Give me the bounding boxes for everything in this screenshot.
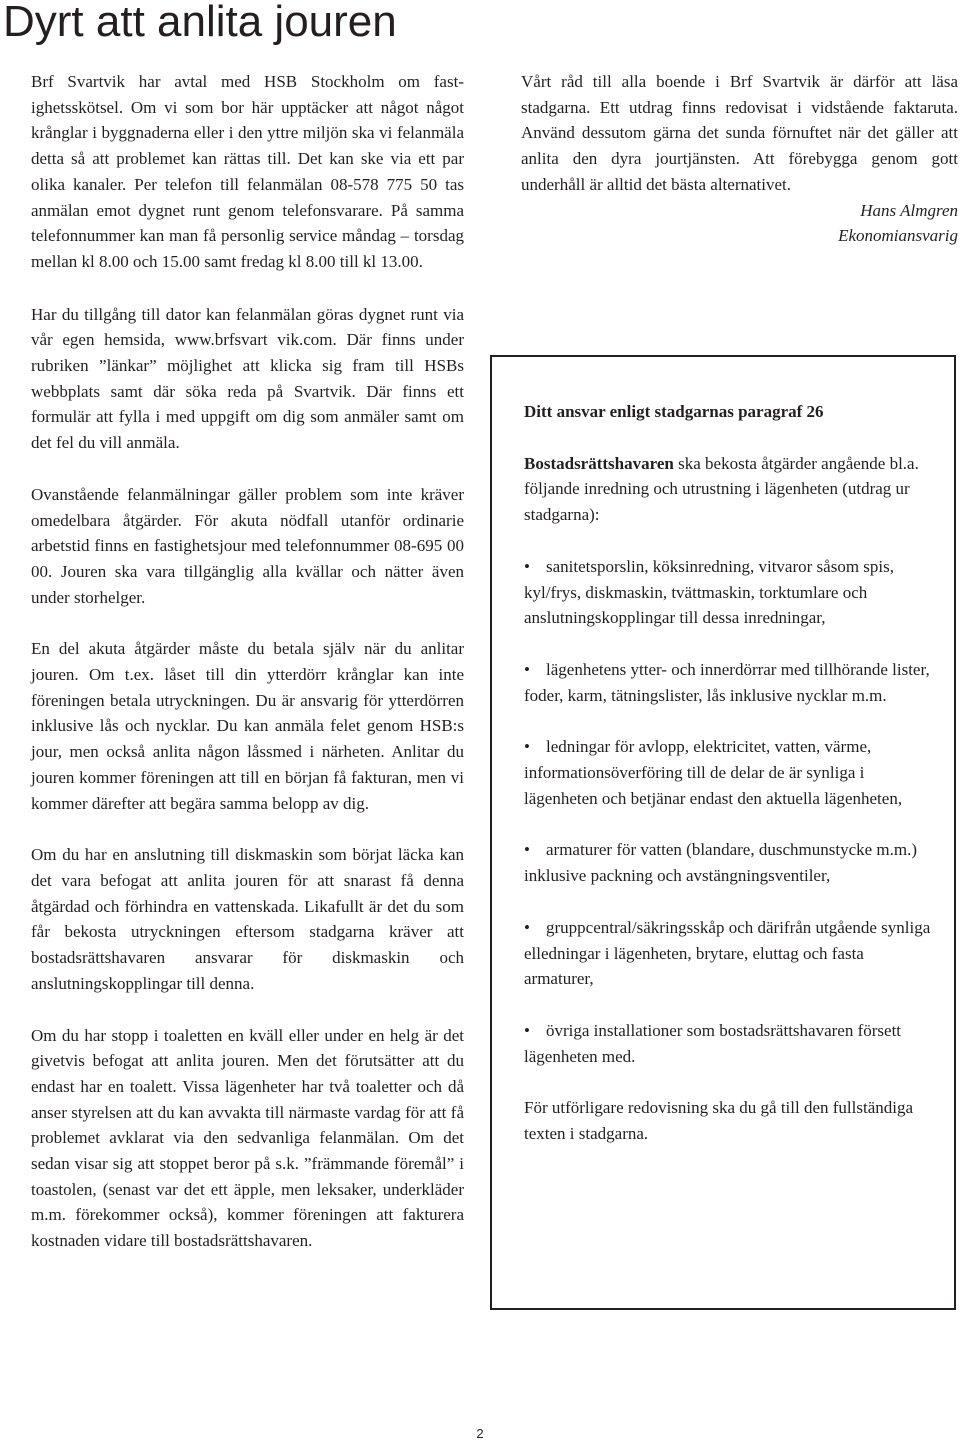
fact-box xyxy=(490,355,956,1310)
paragraph-toilet: Om du har stopp i toaletten en kväll eller under en helg är det givetvis befogat att anlita jouren. Men det förutsätter att du endast har en toalett. Vissa lägenheter har två toaletter och då anser styrelsen att du kan avvakta till närmaste vardag för att få problemet avklarat via den sedvanliga felanmälan. Om det sedan visar sig att stoppet beror på s.k. ”främmande föremål” i toastolen, (senast var det ett äpple, men leksaker, underkläder m.m. förekommer också), kommer föreningen att fakturera kostnaden vidare till bostadsrättshavaren. xyxy=(31,1025,464,1251)
signature-role: Ekonomiansvarig xyxy=(838,226,958,246)
fact-box-intro-rest: ska bekosta åtgärder angående bl.a. följande inredning och utrustning i lägenheten (utdrag ur stadgarna): xyxy=(524,453,919,525)
list-item-text: ledningar för avlopp, elektricitet, vatten, värme, informationsöverföring till de delar de är synliga i lägenheten och betjänar endast den aktuella lägenheten, xyxy=(524,737,903,808)
left-column xyxy=(31,69,464,1254)
paragraph-advice: Vårt råd till alla boende i Brf Svartvik är därför att läsa stadgarna. Ett utdrag finns redovisat i vidstående faktaruta. Använd dessutom gärna det sunda förnuftet när det gäller att anlita den dyra jourtjänsten. Att förebygga genom gott underhåll är alltid det bästa alternativet. xyxy=(521,72,958,194)
fact-box-heading: Ditt ansvar enligt stadgarnas paragraf 26 xyxy=(524,402,824,421)
list-item xyxy=(524,915,934,992)
list-item-text: lägenhetens ytter- och innerdörrar med tillhörande lister, foder, karm, tätningslister, lås inklusive nycklar m.m. xyxy=(524,659,930,705)
bullet-icon: • xyxy=(524,659,530,679)
right-column xyxy=(521,69,958,249)
fact-box-intro xyxy=(524,451,934,528)
list-item-text: övriga installationer som bostadsrättshavaren försett lägenheten med. xyxy=(524,1020,902,1066)
fact-box-intro-bold: Bostadsrättshavaren xyxy=(524,453,674,473)
list-item xyxy=(524,734,934,811)
list-item xyxy=(524,554,934,631)
list-item xyxy=(524,1018,934,1069)
list-item-text: armaturer för vatten (blandare, duschmunstycke m.m.) inklusive packning och avstängningsventiler, xyxy=(524,840,918,886)
list-item-text: sanitetsporslin, köksinredning, vitvaror såsom spis, kyl/frys, diskmaskin, tvättmaskin, torktumlare och anslutningskopplingar till dessa inredningar, xyxy=(524,556,895,628)
paragraph-website: Har du tillgång till dator kan felanmälan göras dygnet runt via vår egen hemsida, www.brfsvart vik.com. Där finns under rubriken ”länkar” möjlighet att klicka sig fram till HSBs webbplats samt där söka reda på Svartvik. Där finns ett formulär att fylla i med uppgift om dig som anmäler samt om det fel du vill anmäla. xyxy=(31,304,464,453)
page-number: 2 xyxy=(476,1426,484,1441)
bullet-icon: • xyxy=(524,840,530,860)
paragraph-own-cost: En del akuta åtgärder måste du betala själv när du anlitar jouren. Om t.ex. låset till din ytterdörr krånglar kan inte föreningen betala utryckningen. Du är ansvarig för ytterdörren inklusive lås och nycklar. Du kan anmäla felet genom HSB:s jour, men också anlita någon låssmed i närheten. Anlitar du jouren kommer föreningen att till en början få fakturan, men vi kommer därefter att begära samma belopp av dig. xyxy=(31,639,464,813)
bullet-icon: • xyxy=(524,917,530,937)
paragraph-intro: Brf Svartvik har avtal med HSB Stockholm om fastighetsskötsel. Om vi som bor här upptäcker att något något krånglar i byggnaderna eller i den yttre miljön ska vi felanmäla detta så att problemet kan rättas till. Det kan ske via ett par olika kanaler. Per telefon till felanmälan 08-578 775 50 tas anmälan emot dygnet runt genom telefonsvarare. På samma telefonnummer kan man få personlig service måndag – torsdag mellan kl 8.00 och 15.00 samt fredag kl 8.00 till kl 13.00. xyxy=(31,72,464,271)
bullet-icon: • xyxy=(524,737,530,757)
paragraph-emergency: Ovanstående felanmälningar gäller problem som inte kräver omedelbara åtgärder. För akuta nödfall utanför ordinarie arbetstid finns en fastighetsjour med telefonnummer 08-695 00 00. Jouren ska vara tillgänglig alla kvällar och nätter även under storhelger. xyxy=(31,484,464,607)
list-item xyxy=(524,657,934,708)
fact-box-list xyxy=(524,554,934,1070)
list-item xyxy=(524,837,934,888)
signature-name: Hans Almgren xyxy=(860,200,958,220)
paragraph-dishwasher: Om du har en anslutning till diskmaskin som börjat läcka kan det vara befogat att anlita jouren för att snarast få denna åtgärdad och förhindra en vattenskada. Likafullt är det du som får bekosta utryckningen eftersom stadgarna kräver att bostadsrättshavaren ansvarar för diskmaskin och anslutningskopplingar till denna. xyxy=(31,845,464,993)
fact-box-content xyxy=(524,399,934,1147)
bullet-icon: • xyxy=(524,1020,530,1040)
page-title: Dyrt att anlita jouren xyxy=(3,0,397,46)
fact-box-outro: För utförligare redovisning ska du gå till den fullständiga texten i stadgarna. xyxy=(524,1098,914,1144)
list-item-text: gruppcentral/säkringsskåp och därifrån utgående synliga elledningar i lägenheten, brytare, eluttag och fasta armaturer, xyxy=(524,917,931,989)
bullet-icon: • xyxy=(524,556,530,576)
